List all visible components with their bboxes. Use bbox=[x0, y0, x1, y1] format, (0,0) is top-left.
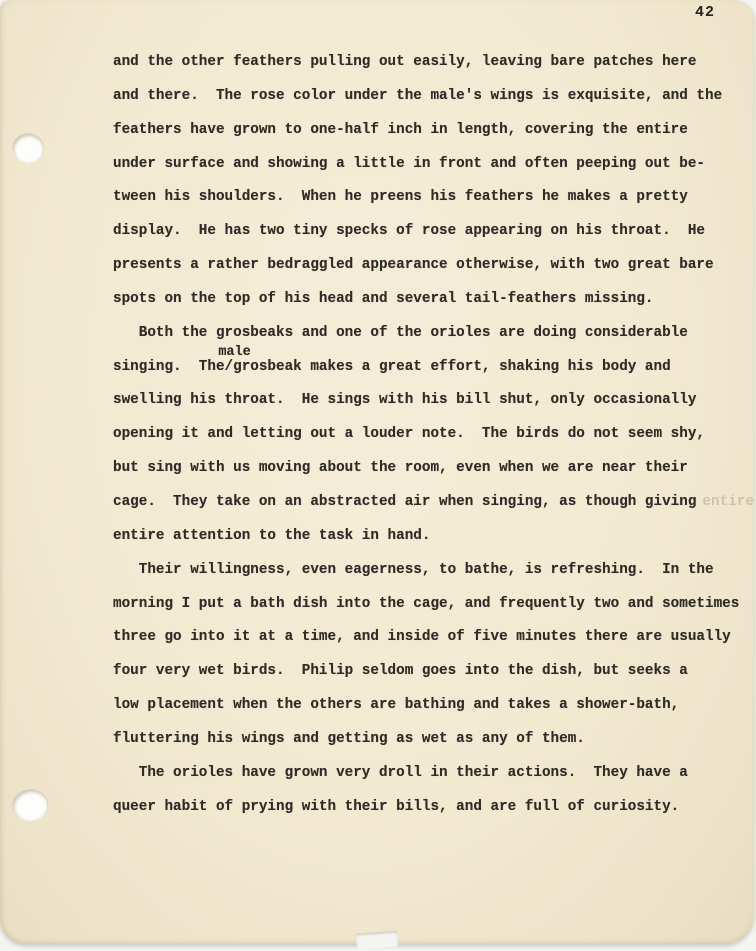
text-line-content: The orioles have grown very droll in their actions. They have a bbox=[113, 764, 688, 781]
text-line-content: display. He has two tiny specks of rose appearing on his throat. He bbox=[113, 223, 705, 240]
text-line-content: three go into it at a time, and inside of five minutes there are usually bbox=[113, 629, 731, 646]
text-line bbox=[113, 114, 753, 148]
text-line-content: morning I put a bath dish into the cage, and frequently two and sometimes bbox=[113, 595, 740, 612]
text-line bbox=[113, 215, 753, 249]
text-line-content: swelling his throat. He sings with his bill shut, only occasionally bbox=[113, 392, 697, 409]
text-line-content: presents a rather bedraggled appearance otherwise, with two great bare bbox=[113, 257, 714, 274]
text-line bbox=[113, 520, 753, 554]
text-line-content: fluttering his wings and getting as wet as any of them. bbox=[113, 730, 585, 747]
text-line bbox=[113, 554, 753, 588]
text-line bbox=[113, 621, 753, 655]
paper-edge-notch bbox=[355, 931, 398, 950]
text-line bbox=[113, 655, 753, 689]
text-line-content: queer habit of prying with their bills, and are full of curiosity. bbox=[113, 798, 680, 815]
text-line-content: four very wet birds. Philip seldom goes into the dish, but seeks a bbox=[113, 663, 688, 680]
text-line bbox=[113, 452, 753, 486]
text-line-content: and there. The rose color under the male's wings is exquisite, and the bbox=[113, 87, 723, 104]
page-number: 42 bbox=[695, 4, 716, 21]
punch-hole-top bbox=[13, 134, 43, 162]
text-line bbox=[113, 418, 753, 452]
text-line bbox=[113, 757, 753, 791]
text-line bbox=[113, 46, 753, 80]
text-line-content: but sing with us moving about the room, even when we are near their bbox=[113, 460, 688, 477]
text-line bbox=[113, 689, 753, 723]
text-line bbox=[113, 148, 753, 182]
text-line-content: feathers have grown to one-half inch in length, covering the entire bbox=[113, 121, 688, 138]
text-line bbox=[113, 181, 753, 215]
text-line-content: tween his shoulders. When he preens his feathers he makes a pretty bbox=[113, 189, 688, 206]
typewritten-text-block bbox=[113, 46, 753, 824]
text-line-content: opening it and letting out a louder note. The birds do not seem shy, bbox=[113, 426, 705, 443]
text-line bbox=[113, 80, 753, 114]
punch-hole-bottom bbox=[11, 788, 49, 822]
text-line bbox=[113, 384, 753, 418]
text-line bbox=[113, 588, 753, 622]
text-line bbox=[113, 486, 753, 520]
text-line-content: Their willingness, even eagerness, to bathe, is refreshing. In the bbox=[113, 561, 714, 578]
text-line-content: singing. The/grosbeak makes a great effort, shaking his body and bbox=[113, 358, 671, 375]
text-line bbox=[113, 344, 753, 385]
text-line-content: entire attention to the task in hand. bbox=[113, 527, 431, 544]
text-line-content: under surface and showing a little in front and often peeping out be- bbox=[113, 155, 705, 172]
text-line bbox=[113, 249, 753, 283]
text-line-content: Both the grosbeaks and one of the orioles are doing considerable bbox=[113, 324, 688, 341]
text-line-content: and the other feathers pulling out easily, leaving bare patches here bbox=[113, 54, 697, 70]
text-line bbox=[113, 723, 753, 757]
text-line-content: cage. They take on an abstracted air when singing, as though giving bbox=[113, 493, 697, 510]
erased-ghost-word: entire bbox=[702, 493, 754, 510]
text-line-content: low placement when the others are bathing and takes a shower-bath, bbox=[113, 697, 680, 714]
text-line bbox=[113, 791, 753, 825]
text-line bbox=[113, 283, 753, 317]
text-line-content: spots on the top of his head and several tail-feathers missing. bbox=[113, 290, 654, 307]
typed-insertion-word: male bbox=[218, 344, 251, 360]
text-line bbox=[113, 317, 753, 351]
